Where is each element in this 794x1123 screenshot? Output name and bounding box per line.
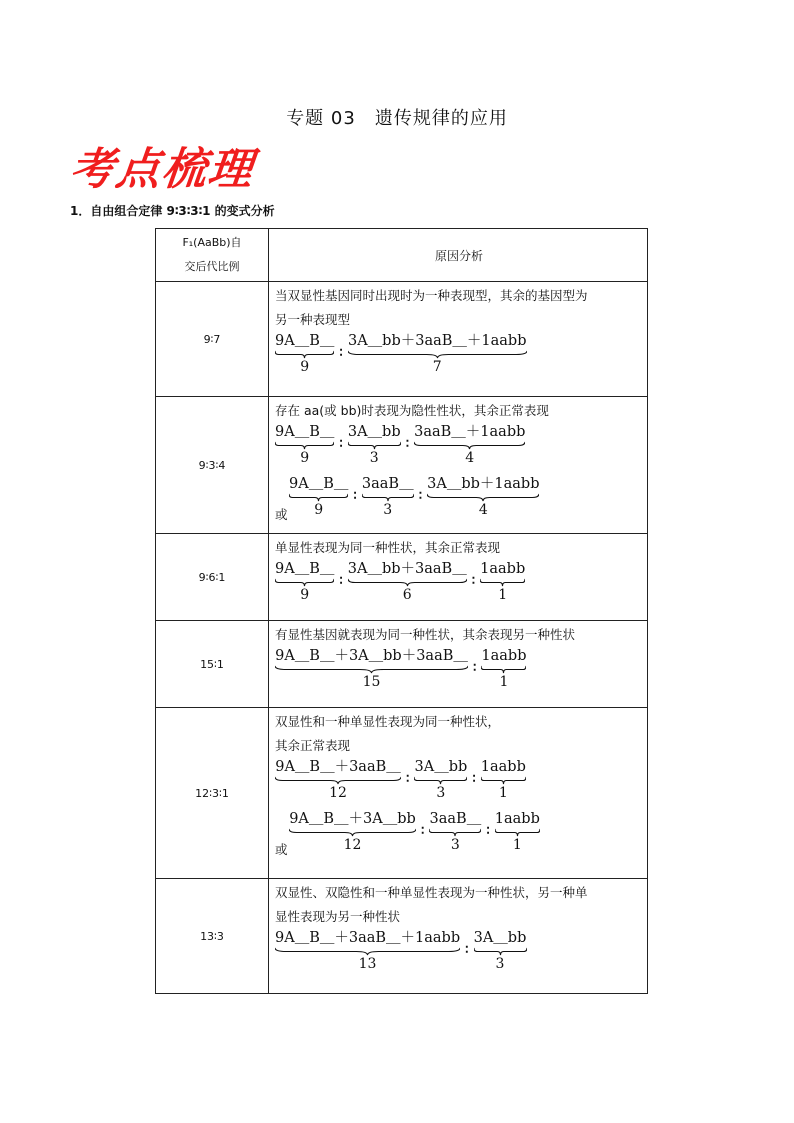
analysis-description: 当双显性基因同时出现时为一种表现型，其余的基因型为 <box>275 288 588 303</box>
genotype-formula <box>275 810 643 862</box>
underbrace-icon <box>348 350 527 359</box>
genotype-expression: 3A＿bb <box>473 930 527 946</box>
genotype-count: 9 <box>300 587 310 603</box>
genotype-group <box>427 475 539 518</box>
analysis-description: 另一种表现型 <box>275 312 351 327</box>
genotype-formula <box>275 423 643 475</box>
genotype-group <box>275 560 334 603</box>
underbrace-icon <box>275 578 334 587</box>
ratio-separator: ∶ <box>406 772 410 787</box>
ratio-cell <box>156 534 269 621</box>
genotype-group <box>414 423 525 466</box>
underbrace-icon <box>474 947 527 956</box>
analysis-cell <box>269 879 648 994</box>
genotype-expression: 3A＿bb＋1aabb <box>427 476 540 492</box>
genotype-expression: 3A＿bb＋3aaB＿ <box>347 561 467 577</box>
ratio-separator: ∶ <box>421 824 425 839</box>
genotype-expression: 1aabb <box>480 561 526 577</box>
genotype-group <box>348 560 467 603</box>
genotype-count: 12 <box>329 785 347 801</box>
ratio-label: 9∶7 <box>203 332 221 346</box>
ratio-label: 9∶6∶1 <box>198 570 226 584</box>
genotype-group <box>275 332 334 375</box>
banner-heading: 考点梳理 <box>67 144 257 195</box>
genotype-count: 1 <box>498 587 508 603</box>
genotype-count: 4 <box>478 502 488 518</box>
table-header-row <box>156 229 648 282</box>
underbrace-icon <box>289 828 416 837</box>
genotype-formula <box>275 475 643 527</box>
analysis-cell <box>269 534 648 621</box>
underbrace-icon <box>481 776 526 785</box>
or-label: 或 <box>275 507 288 522</box>
genotype-count: 7 <box>432 359 442 375</box>
table-row <box>156 282 648 397</box>
genotype-count: 9 <box>300 359 310 375</box>
genotype-count: 1 <box>499 674 509 690</box>
ratio-separator: ∶ <box>472 772 476 787</box>
table-row <box>156 708 648 879</box>
underbrace-icon <box>480 578 525 587</box>
genotype-count: 4 <box>465 450 475 466</box>
ratio-separator: ∶ <box>405 437 410 452</box>
underbrace-icon <box>275 441 334 450</box>
page-title: 专题 03 遗传规律的应用 <box>286 108 508 129</box>
genotype-count: 15 <box>362 674 381 690</box>
underbrace-icon <box>362 493 414 502</box>
underbrace-icon <box>348 441 401 450</box>
header-analysis-cell <box>269 229 648 282</box>
genotype-count: 1 <box>512 837 522 853</box>
underbrace-icon <box>275 350 334 359</box>
genotype-formula <box>275 332 643 388</box>
genotype-expression: 3aaB＿ <box>429 811 482 827</box>
genotype-group <box>474 929 527 972</box>
genotype-group <box>481 647 526 690</box>
analysis-cell <box>269 621 648 708</box>
underbrace-icon <box>289 493 348 502</box>
underbrace-icon <box>481 665 526 674</box>
underbrace-icon <box>348 578 467 587</box>
ratio-separator: ∶ <box>473 661 477 676</box>
genotype-expression: 1aabb <box>481 648 527 664</box>
ratio-separator: ∶ <box>339 346 343 361</box>
analysis-description: 显性表现为另一种性状 <box>275 909 401 924</box>
table-row <box>156 534 648 621</box>
ratio-separator: ∶ <box>418 489 423 504</box>
genotype-formula <box>275 647 643 703</box>
genotype-count: 3 <box>436 785 446 801</box>
underbrace-icon <box>414 776 467 785</box>
genotype-formula <box>275 929 643 985</box>
header-analysis-label: 原因分析 <box>434 249 483 263</box>
underbrace-icon <box>414 441 525 450</box>
analysis-description: 有显性基因就表现为同一种性状，其余表现另一种性状 <box>275 627 576 642</box>
analysis-description: 双显性和一种单显性表现为同一种性状， <box>275 714 501 729</box>
genotype-expression: 9A＿B＿ <box>289 476 349 492</box>
genotype-count: 9 <box>314 502 324 518</box>
ratio-label: 12∶3∶1 <box>195 786 229 800</box>
genotype-expression: 3aaB＿ <box>361 476 414 492</box>
ratio-separator: ∶ <box>486 824 490 839</box>
ratio-cell <box>156 879 269 994</box>
genotype-group <box>348 423 401 466</box>
header-ratio-line1: F₁(AaBb)自 <box>182 236 242 249</box>
analysis-cell <box>269 708 648 879</box>
analysis-description: 存在 aa(或 bb)时表现为隐性性状，其余正常表现 <box>275 403 549 418</box>
ratio-cell <box>156 397 269 534</box>
ratio-label: 15∶1 <box>200 657 224 671</box>
or-label: 或 <box>275 842 288 857</box>
genotype-count: 12 <box>343 837 362 853</box>
analysis-cell <box>269 397 648 534</box>
genotype-group <box>495 810 540 853</box>
genotype-group <box>289 475 348 518</box>
genotype-expression: 9A＿B＿ <box>275 424 335 440</box>
genotype-count: 3 <box>495 956 505 972</box>
genotype-group <box>289 810 416 853</box>
genotype-expression: 9A＿B＿ <box>275 333 335 349</box>
ratio-separator: ∶ <box>339 574 343 589</box>
ratio-cell <box>156 621 269 708</box>
underbrace-icon <box>427 493 539 502</box>
ratio-separator: ∶ <box>339 437 343 452</box>
genotype-group <box>414 758 467 801</box>
genotype-count: 1 <box>498 785 508 801</box>
genotype-count: 13 <box>358 956 377 972</box>
genotype-formula <box>275 560 643 616</box>
genotype-expression: 1aabb <box>480 759 526 775</box>
analysis-cell <box>269 282 648 397</box>
ratio-separator: ∶ <box>471 574 476 589</box>
ratio-label: 13∶3 <box>200 929 224 943</box>
genotype-expression: 3aaB＿＋1aabb <box>414 424 526 440</box>
ratio-separator: ∶ <box>465 943 469 958</box>
genotype-count: 9 <box>300 450 310 466</box>
genotype-formula <box>275 758 643 810</box>
genotype-group <box>362 475 414 518</box>
ratio-separator: ∶ <box>353 489 357 504</box>
genotype-expression: 9A＿B＿＋3A＿bb <box>289 811 416 827</box>
genotype-expression: 3A＿bb＋3aaB＿＋1aabb <box>347 333 527 349</box>
genotype-group <box>275 758 401 801</box>
genotype-count: 3 <box>383 502 393 518</box>
underbrace-icon <box>275 947 460 956</box>
analysis-description: 其余正常表现 <box>275 738 351 753</box>
genotype-expression: 1aabb <box>494 811 540 827</box>
ratio-label: 9∶3∶4 <box>198 458 226 472</box>
genotype-expression: 3A＿bb <box>414 759 468 775</box>
genotype-group <box>275 929 460 972</box>
genotype-group <box>429 810 481 853</box>
underbrace-icon <box>275 776 401 785</box>
ratio-cell <box>156 282 269 397</box>
header-ratio-cell <box>156 229 269 282</box>
genotype-expression: 9A＿B＿＋3aaB＿＋1aabb <box>275 930 461 946</box>
table-row <box>156 879 648 994</box>
ratio-cell <box>156 708 269 879</box>
genotype-group <box>348 332 527 375</box>
analysis-description: 双显性、双隐性和一种单显性表现为一种性状，另一种单 <box>275 885 588 900</box>
genotype-expression: 9A＿B＿ <box>275 561 335 577</box>
underbrace-icon <box>429 828 481 837</box>
analysis-description: 单显性表现为同一种性状，其余正常表现 <box>275 540 501 555</box>
genotype-count: 3 <box>450 837 460 853</box>
genotype-group <box>275 647 468 690</box>
genotype-expression: 9A＿B＿＋3A＿bb＋3aaB＿ <box>275 648 468 664</box>
genotype-count: 3 <box>369 450 379 466</box>
section-heading: 1．自由组合定律 9∶3∶3∶1 的变式分析 <box>70 204 275 218</box>
table-row <box>156 621 648 708</box>
genotype-group <box>481 758 526 801</box>
underbrace-icon <box>495 828 540 837</box>
genotype-count: 6 <box>402 587 412 603</box>
genotype-expression: 9A＿B＿＋3aaB＿ <box>275 759 401 775</box>
ratio-table <box>155 228 648 994</box>
genotype-group <box>275 423 334 466</box>
underbrace-icon <box>275 665 468 674</box>
table-row <box>156 397 648 534</box>
genotype-group <box>480 560 525 603</box>
header-ratio-line2: 交后代比例 <box>184 260 240 273</box>
genotype-expression: 3A＿bb <box>347 424 401 440</box>
